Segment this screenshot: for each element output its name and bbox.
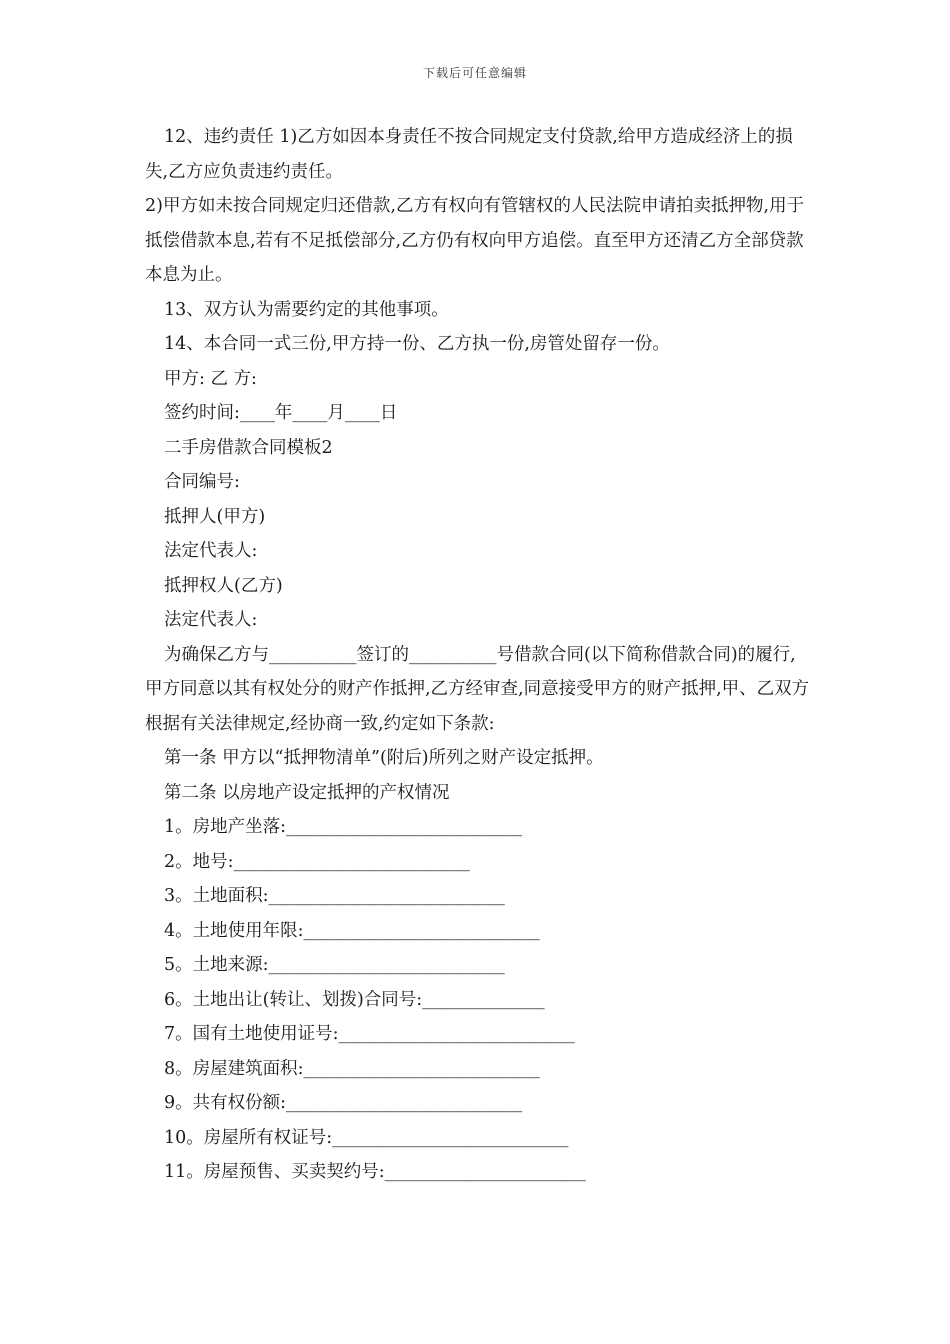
mortgagor: 抵押人(甲方) <box>164 506 266 527</box>
template-title: 二手房借款合同模板2 <box>164 437 333 458</box>
field-lot-number: 2。地号:___________________________ <box>164 851 470 872</box>
contract-number: 合同编号: <box>164 472 240 492</box>
article-2: 第二条 以房地产设定抵押的产权情况 <box>164 782 450 803</box>
paragraph-clause-14: 14、本合同一式三份,甲方持一份、乙方执一份,房管处留存一份。 <box>164 334 670 354</box>
field-land-area: 3。土地面积:___________________________ <box>164 886 505 906</box>
article-1: 第一条 甲方以“抵押物清单”(附后)所列之财产设定抵押。 <box>164 748 604 768</box>
field-ownership-certificate: 10。房屋所有权证号:___________________________ <box>164 1127 569 1148</box>
paragraph-clause-13: 13、双方认为需要约定的其他事项。 <box>164 299 449 320</box>
field-property-location: 1。房地产坐落:___________________________ <box>164 817 523 837</box>
field-land-source: 5。土地来源:___________________________ <box>164 955 505 975</box>
paragraph-clause-12: 12、违约责任 1)乙方如因本身责任不按合同规定支付贷款,给甲方造成经济上的损失,乙方应负责违约责任。 <box>145 127 793 182</box>
signing-date: 签约时间:____年____月____日 <box>164 403 398 423</box>
paragraph-clause-12-2: 2)甲方如未按合同规定归还借款,乙方有权向有管辖权的人民法院申请拍卖抵押物,用于抵偿借款本息,若有不足抵偿部分,乙方仍有权向甲方追偿。直至甲方还清乙方全部贷款本息为止。 <box>145 196 805 285</box>
mortgagee-representative: 法定代表人: <box>164 610 258 630</box>
mortgagor-representative: 法定代表人: <box>164 541 258 561</box>
mortgagee: 抵押权人(乙方) <box>164 575 283 596</box>
page-header: 下载后可任意编辑 <box>422 66 527 80</box>
field-land-use-term: 4。土地使用年限:___________________________ <box>164 920 540 941</box>
field-building-area: 8。房屋建筑面积:___________________________ <box>164 1058 540 1079</box>
field-land-use-certificate: 7。国有土地使用证号:___________________________ <box>164 1024 575 1044</box>
signature-parties: 甲方: 乙 方: <box>164 368 257 389</box>
field-presale-contract: 11。房屋预售、买卖契约号:_______________________ <box>164 1162 586 1182</box>
field-land-transfer-contract: 6。土地出让(转让、划拨)合同号:______________ <box>164 989 545 1010</box>
document-body <box>145 120 811 1190</box>
field-co-ownership-share: 9。共有权份额:___________________________ <box>164 1093 523 1113</box>
preamble-paragraph: 为确保乙方与__________签订的__________号借款合同(以下简称借款合同)的履行,甲方同意以其有权处分的财产作抵押,乙方经审查,同意接受甲方的财产抵押,甲、乙双方根据有关法律规定,经协商一致,约定如下条款: <box>145 644 810 734</box>
